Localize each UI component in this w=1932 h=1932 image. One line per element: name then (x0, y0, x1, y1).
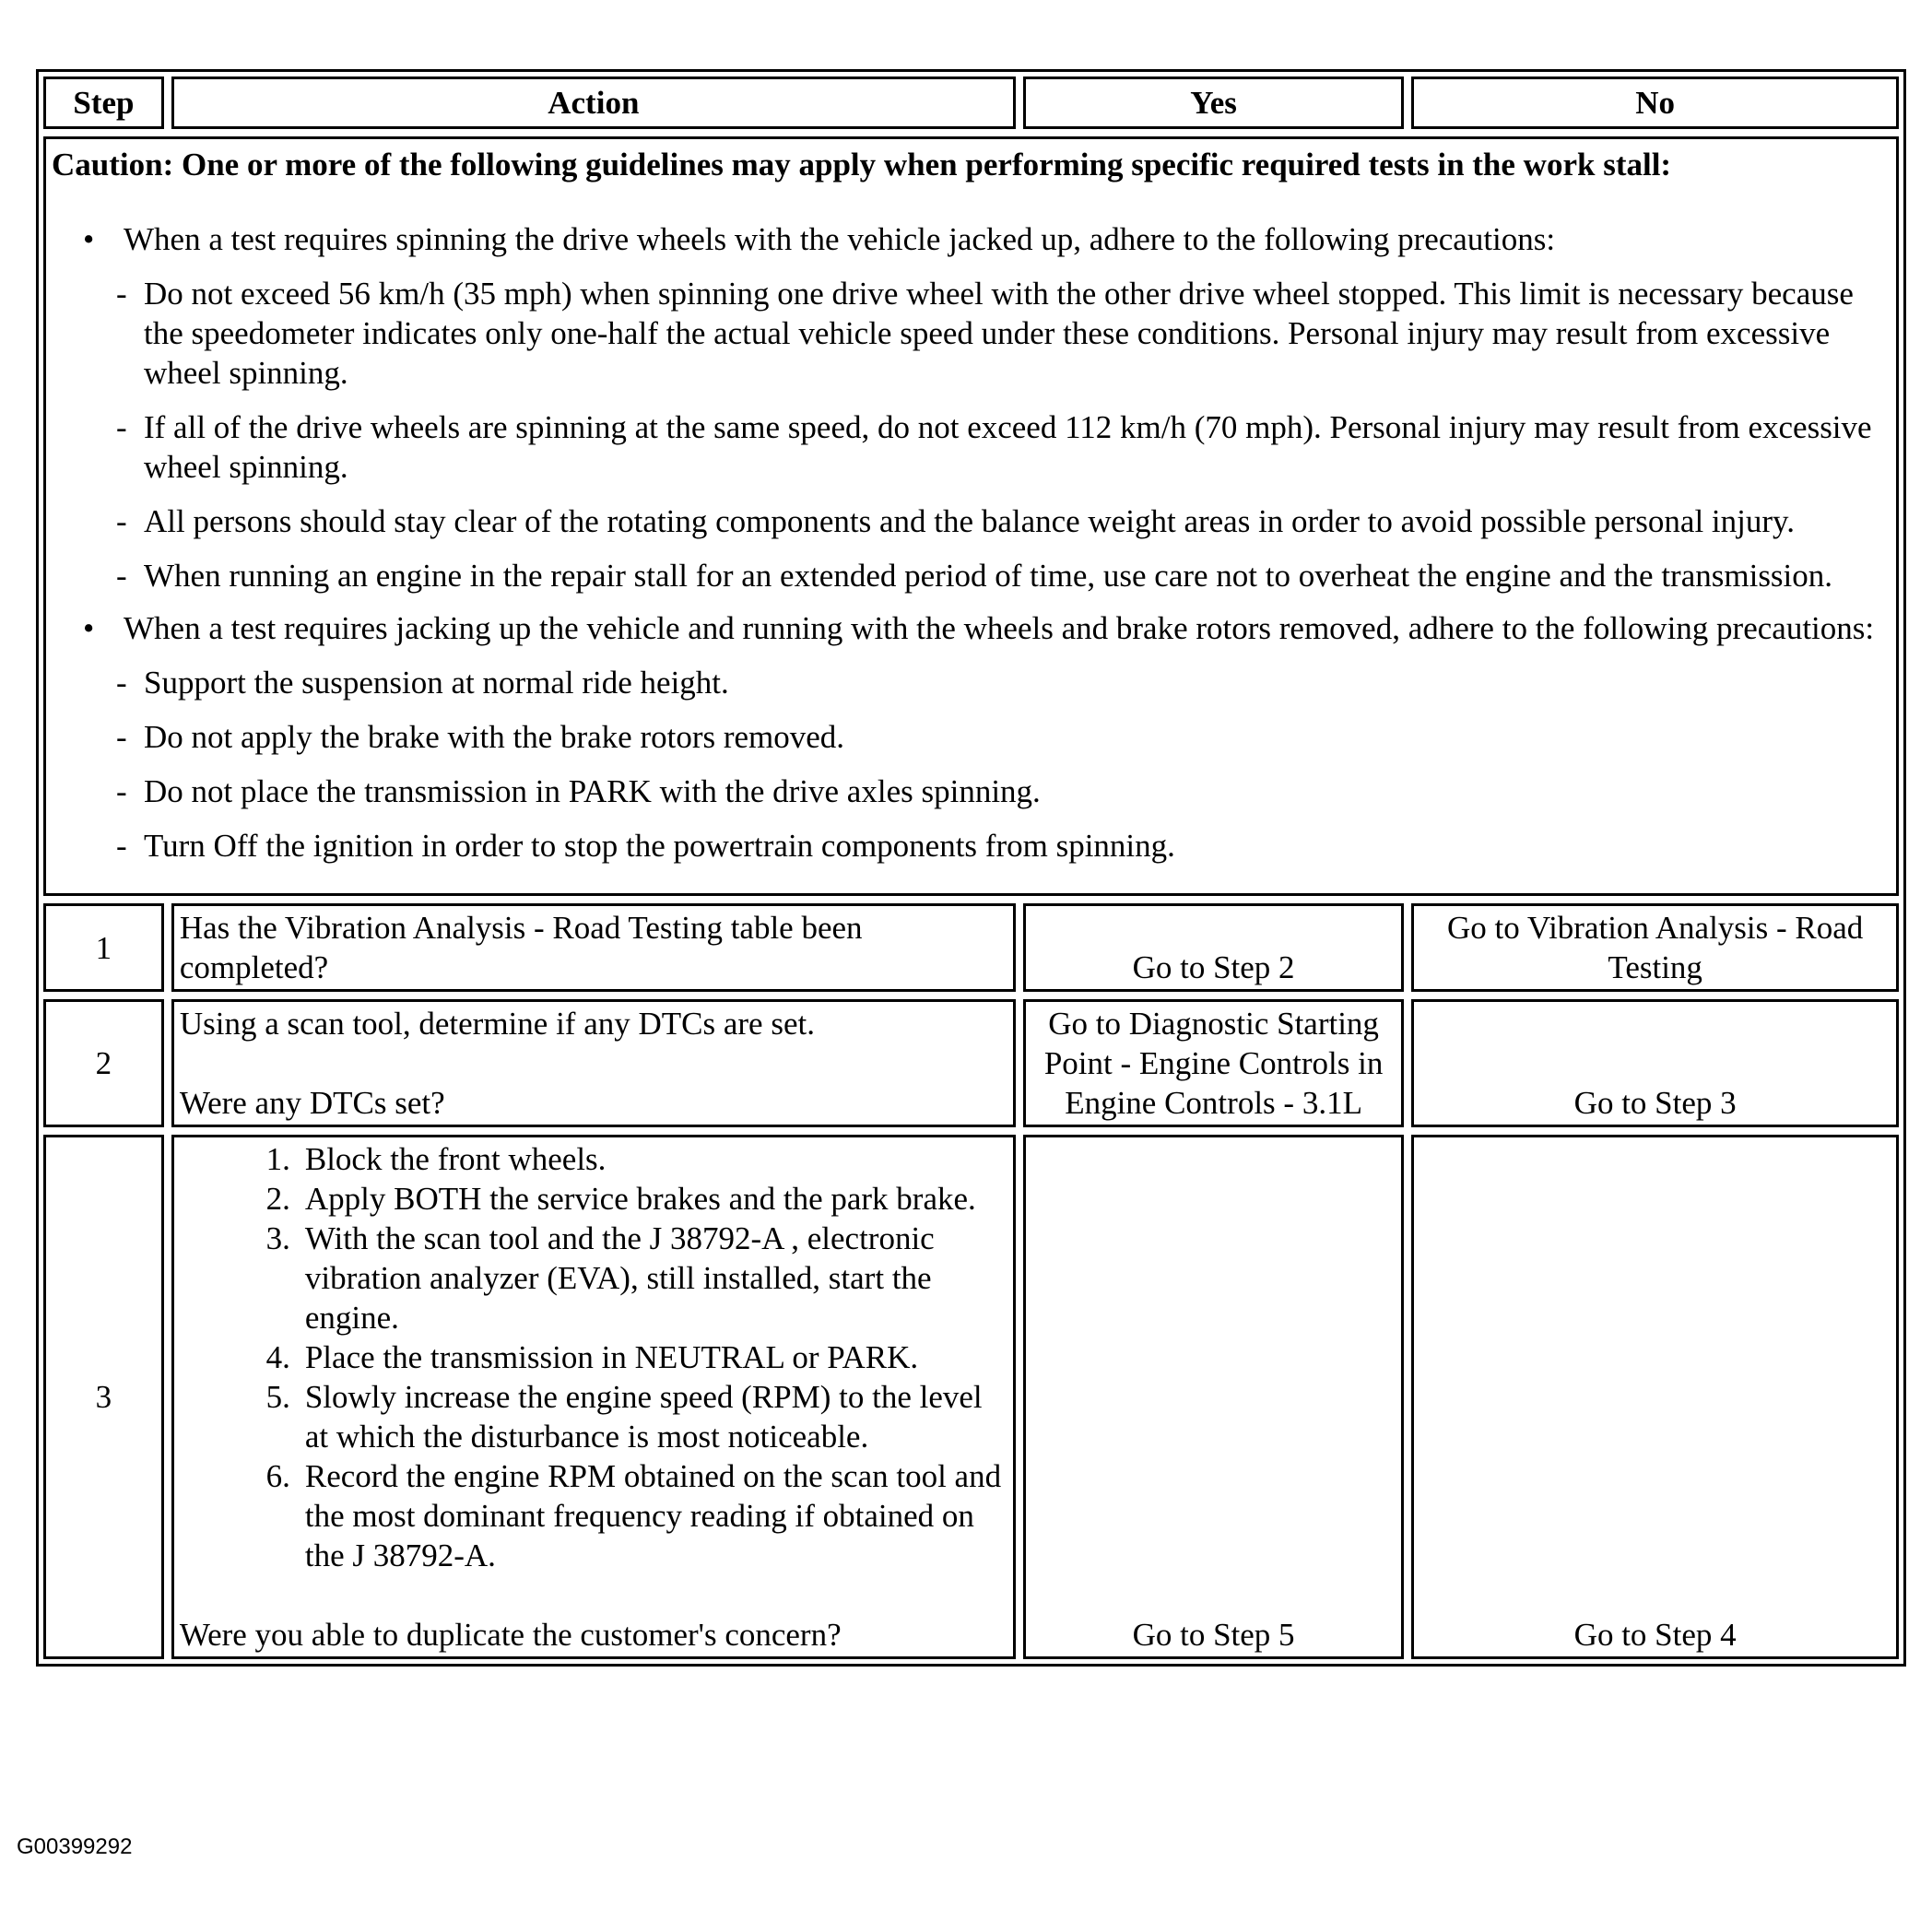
caution-item: - If all of the drive wheels are spinning at the same speed, do not exceed 112 km/h (70 mph). Personal injury may result from excessive wheel spinning. (52, 407, 1889, 487)
no-cell: Go to Vibration Analysis - Road Testing (1411, 903, 1899, 992)
header-no: No (1411, 77, 1899, 129)
step-number: 1 (43, 903, 164, 992)
caution-item: - Support the suspension at normal ride height. (52, 663, 1889, 702)
caution-row (43, 136, 1899, 896)
header-row (43, 77, 1899, 129)
yes-cell: Go to Diagnostic Starting Point - Engine Controls in Engine Controls - 3.1L (1023, 999, 1405, 1127)
caution-item: - Do not exceed 56 km/h (35 mph) when spinning one drive wheel with the other drive wheel stopped. This limit is necessary because the speedometer indicates only one-half the actual vehicle speed under these conditions. Personal injury may result from excessive wheel spinning. (52, 274, 1889, 393)
caution-bullets (52, 219, 1889, 866)
caution-sublist (52, 274, 1889, 595)
no-cell: Go to Step 4 (1411, 1135, 1899, 1659)
figure-id: G00399292 (17, 1834, 133, 1859)
step-number: 2 (43, 999, 164, 1127)
action-question: Were any DTCs set? (179, 1085, 445, 1121)
diagnostic-table (36, 69, 1906, 1667)
caution-bullet-text: When a test requires spinning the drive wheels with the vehicle jacked up, adhere to the following precautions: (124, 221, 1556, 257)
table-row (43, 1135, 1899, 1659)
diagnostic-table-frame (36, 69, 1906, 1667)
caution-bullet (52, 608, 1889, 866)
substep: 3. With the scan tool and the J 38792-A , electronic vibration analyzer (EVA), still installed, start the engine. (265, 1220, 935, 1336)
substep: 6. Record the engine RPM obtained on the scan tool and the most dominant frequency reading if obtained on the J 38792-A. (265, 1458, 1002, 1573)
header-yes: Yes (1023, 77, 1405, 129)
yes-cell: Go to Step 5 (1023, 1135, 1405, 1659)
header-step: Step (43, 77, 164, 129)
no-cell: Go to Step 3 (1411, 999, 1899, 1127)
substep: 5. Slowly increase the engine speed (RPM) to the level at which the disturbance is most noticeable. (265, 1379, 983, 1455)
caution-item: - Do not apply the brake with the brake rotors removed. (52, 717, 1889, 757)
caution-sublist (52, 663, 1889, 866)
substep: 2. Apply BOTH the service brakes and the park brake. (265, 1181, 976, 1217)
action-cell (171, 1135, 1016, 1659)
caution-item: - Turn Off the ignition in order to stop the powertrain components from spinning. (52, 826, 1889, 866)
action-cell (171, 999, 1016, 1127)
step-number: 3 (43, 1135, 164, 1659)
action-cell: Has the Vibration Analysis - Road Testing table been completed? (171, 903, 1016, 992)
substep: 1. Block the front wheels. (265, 1141, 607, 1177)
caution-item: - Do not place the transmission in PARK with the drive axles spinning. (52, 772, 1889, 811)
substep-list (180, 1139, 1007, 1575)
caution-title: Caution: One or more of the following guidelines may apply when performing specific required tests in the work stall: (52, 147, 1672, 183)
table-row (43, 999, 1899, 1127)
caution-item: - All persons should stay clear of the rotating components and the balance weight areas in order to avoid possible personal injury. (52, 501, 1889, 541)
action-text: Using a scan tool, determine if any DTCs are set. (179, 1006, 815, 1042)
caution-bullet (52, 219, 1889, 595)
header-action: Action (171, 77, 1016, 129)
action-question: Were you able to duplicate the customer's concern? (179, 1617, 842, 1653)
substep: 4. Place the transmission in NEUTRAL or PARK. (265, 1339, 919, 1375)
yes-cell: Go to Step 2 (1023, 903, 1405, 992)
caution-cell (43, 136, 1899, 896)
caution-item: - When running an engine in the repair stall for an extended period of time, use care not to overheat the engine and the transmission. (52, 556, 1889, 595)
caution-bullet-text: When a test requires jacking up the vehicle and running with the wheels and brake rotors removed, adhere to the following precautions: (124, 610, 1875, 646)
table-row (43, 903, 1899, 992)
